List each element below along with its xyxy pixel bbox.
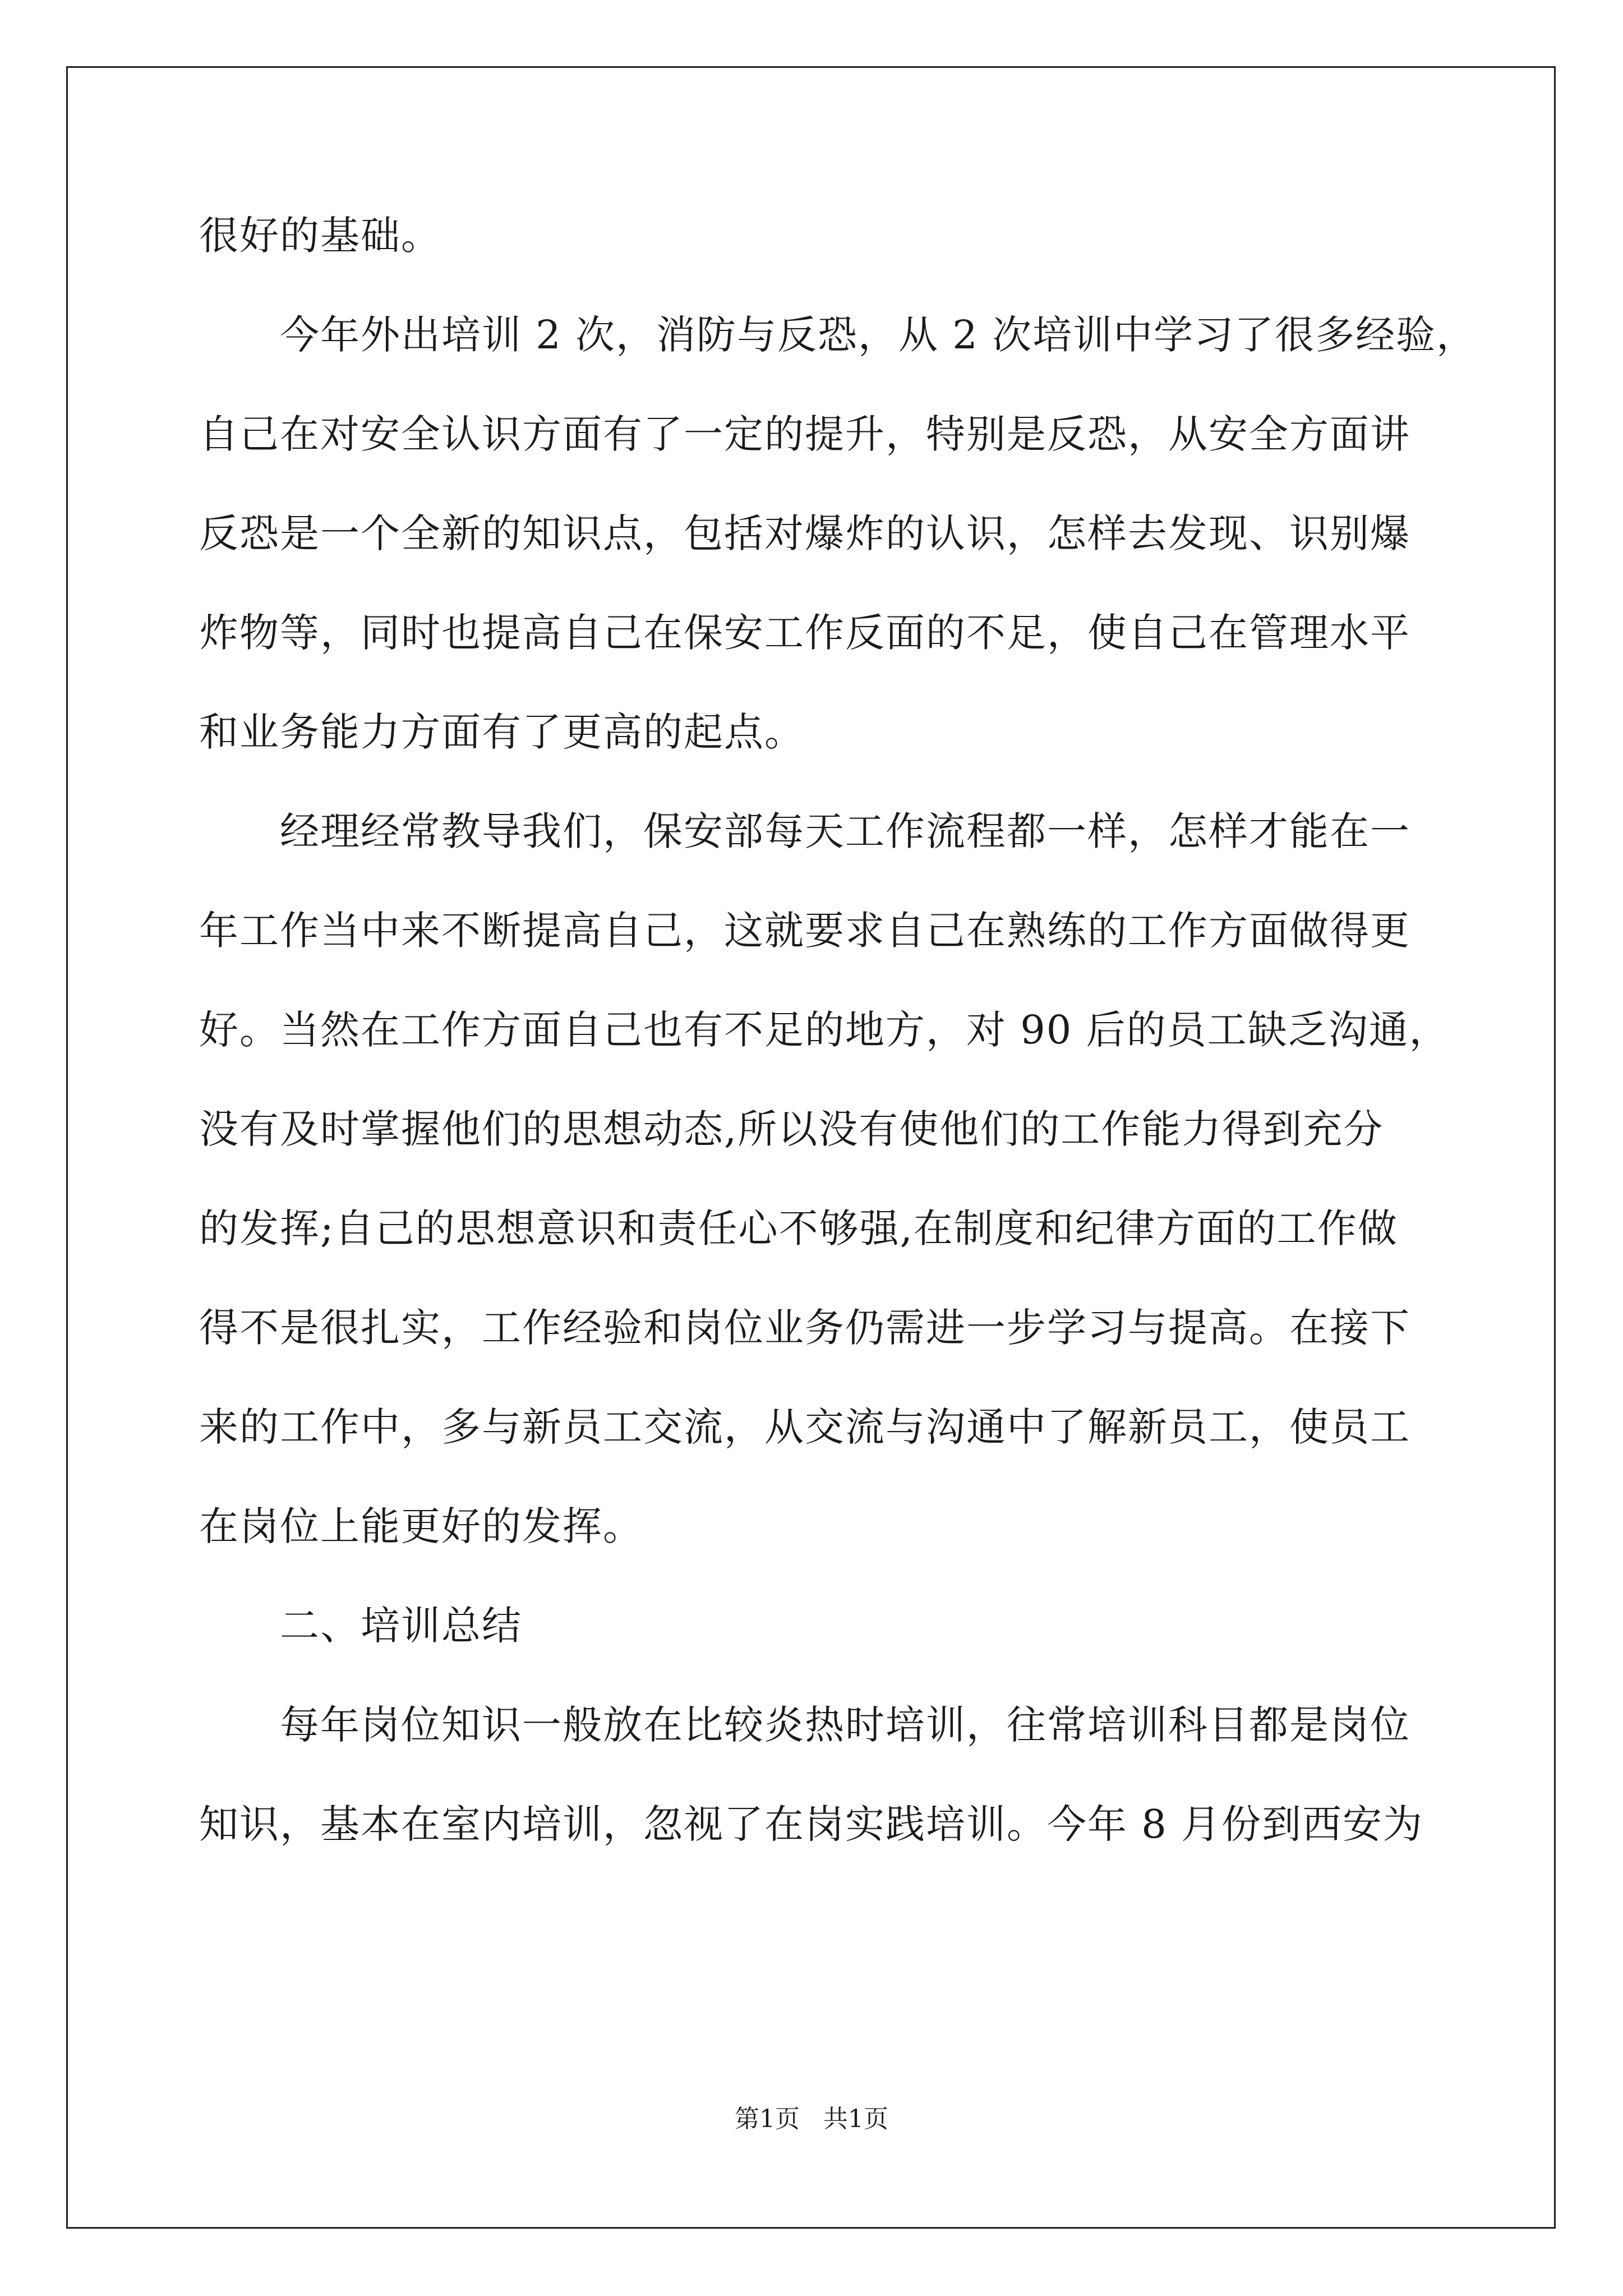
text-line: 知识，基本在室内培训，忽视了在岗实践培训。今年 8 月份到西安为 <box>199 1801 1424 1847</box>
text-line: 反恐是一个全新的知识点，包括对爆炸的认识，怎样去发现、识别爆 <box>199 510 1410 556</box>
text-line: 经理经常教导我们，保安部每天工作流程都一样，怎样才能在一 <box>199 808 1410 854</box>
section-heading: 二、培训总结 <box>199 1603 522 1649</box>
page-number-footer: 第1页 共1页 <box>735 2105 888 2133</box>
text-line: 炸物等，同时也提高自己在保安工作反面的不足，使自己在管理水平 <box>199 610 1410 656</box>
text-line: 自己在对安全认识方面有了一定的提升，特别是反恐，从安全方面讲 <box>199 411 1410 457</box>
text-line: 每年岗位知识一般放在比较炎热时培训，往常培训科目都是岗位 <box>199 1702 1410 1748</box>
text-line: 得不是很扎实，工作经验和岗位业务仍需进一步学习与提高。在接下 <box>199 1305 1410 1351</box>
text-line: 没有及时掌握他们的思想动态,所以没有使他们的工作能力得到充分 <box>199 1106 1384 1152</box>
text-line: 的发挥;自己的思想意识和责任心不够强,在制度和纪律方面的工作做 <box>199 1205 1398 1251</box>
text-line: 好。当然在工作方面自己也有不足的地方，对 90 后的员工缺乏沟通， <box>199 1007 1450 1053</box>
text-line: 今年外出培训 2 次，消防与反恐，从 2 次培训中学习了很多经验， <box>199 312 1477 358</box>
document-body <box>199 213 1477 1901</box>
text-line: 在岗位上能更好的发挥。 <box>199 1503 643 1549</box>
text-line: 来的工作中，多与新员工交流，从交流与沟通中了解新员工，使员工 <box>199 1404 1410 1450</box>
text-line: 很好的基础。 <box>199 213 441 259</box>
text-line: 年工作当中来不断提高自己，这就要求自己在熟练的工作方面做得更 <box>199 908 1410 954</box>
text-line: 和业务能力方面有了更高的起点。 <box>199 709 805 755</box>
